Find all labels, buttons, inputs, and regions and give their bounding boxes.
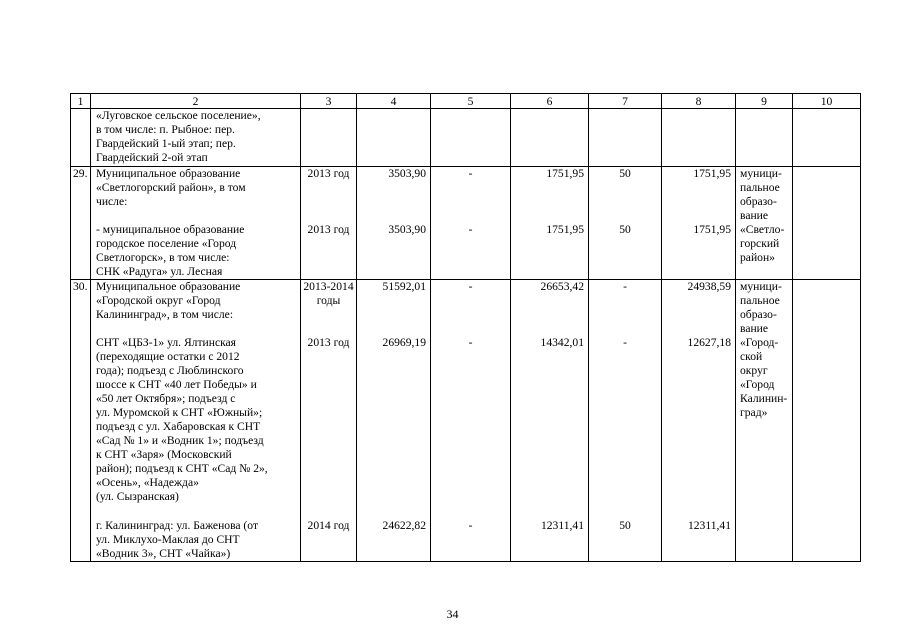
col5-value: - bbox=[468, 519, 473, 532]
desc-line: Калининград», в том числе: bbox=[96, 308, 234, 321]
row-number: 29. bbox=[71, 167, 91, 280]
responsible-line: пальное bbox=[740, 294, 780, 307]
desc-line: Гвардейский 2-ой этап bbox=[96, 151, 208, 164]
desc-line: года); подъезд с Люблинского bbox=[96, 364, 244, 377]
num-cell bbox=[71, 109, 91, 167]
col6-value: 1751,95 bbox=[546, 223, 584, 236]
empty-cell bbox=[793, 109, 861, 167]
col5-value: - bbox=[468, 223, 473, 236]
header-cell: 6 bbox=[511, 94, 589, 109]
desc-line: Муниципальное образование bbox=[96, 167, 241, 180]
col7-value: 50 bbox=[619, 223, 631, 236]
col8-value: 1751,95 bbox=[693, 167, 731, 180]
desc-line: городское поселение «Город bbox=[96, 237, 237, 250]
desc-line: (переходящие остатки с 2012 bbox=[96, 350, 240, 363]
data-table bbox=[70, 93, 861, 562]
total-value: 24622,82 bbox=[382, 519, 426, 532]
responsible-line: ской bbox=[740, 350, 763, 363]
desc-cell bbox=[91, 280, 301, 562]
year-value: годы bbox=[316, 294, 341, 307]
desc-line: «Сад № 1» и «Водник 1»; подъезд bbox=[96, 434, 264, 447]
desc-line: «Городской округ «Город bbox=[96, 294, 221, 307]
col7-value: - bbox=[623, 280, 627, 293]
col8-value: 12311,41 bbox=[687, 519, 731, 532]
responsible-line: вание bbox=[740, 209, 769, 222]
empty-cell bbox=[511, 109, 589, 167]
total-value: 3503,90 bbox=[388, 223, 426, 236]
header-cell: 8 bbox=[662, 94, 736, 109]
col6-value: 12311,41 bbox=[540, 519, 584, 532]
col5-cell bbox=[431, 280, 511, 562]
desc-line: «Луговское сельское поселение», bbox=[96, 109, 261, 122]
responsible-line: «Город bbox=[740, 378, 775, 391]
responsible-line: вание bbox=[740, 322, 769, 335]
col8-value: 12627,18 bbox=[687, 336, 731, 349]
empty-cell bbox=[793, 280, 861, 562]
desc-line: подъезд с ул. Хабаровская к СНТ bbox=[96, 420, 261, 433]
desc-line: «Осень», «Надежда» bbox=[96, 476, 199, 489]
desc-line: «50 лет Октября»; подъезд с bbox=[96, 392, 236, 405]
col5-value: - bbox=[468, 280, 473, 293]
desc-line: ул. Муромской к СНТ «Южный»; bbox=[96, 406, 263, 419]
desc-line: числе: bbox=[96, 195, 128, 208]
page-number: 34 bbox=[446, 607, 459, 621]
responsible-line: образо- bbox=[740, 195, 777, 208]
total-cell bbox=[357, 167, 431, 280]
col6-value: 14342,01 bbox=[540, 336, 584, 349]
header-cell: 7 bbox=[589, 94, 662, 109]
year-value: 2013 год bbox=[307, 336, 350, 349]
year-value: 2014 год bbox=[307, 519, 350, 532]
col7-cell bbox=[589, 280, 662, 562]
table-row-30 bbox=[71, 280, 861, 562]
total-value: 51592,01 bbox=[382, 280, 426, 293]
empty-cell bbox=[431, 109, 511, 167]
col8-value: 24938,59 bbox=[687, 280, 731, 293]
col5-value: - bbox=[468, 336, 473, 349]
col8-cell bbox=[662, 167, 736, 280]
year-value: 2013-2014 bbox=[303, 280, 354, 293]
header-cell: 4 bbox=[357, 94, 431, 109]
col7-cell bbox=[589, 167, 662, 280]
desc-line: «Светлогорский район», в том bbox=[96, 181, 246, 194]
responsible-line: район» bbox=[740, 251, 775, 264]
responsible-line: округ bbox=[740, 364, 768, 377]
desc-line: СНК «Радуга» ул. Лесная bbox=[96, 265, 223, 278]
desc-line: к СНТ «Заря» (Московский bbox=[96, 448, 232, 461]
total-cell bbox=[357, 280, 431, 562]
responsible-line: Калинин- bbox=[740, 392, 788, 405]
responsible-cell bbox=[736, 167, 793, 280]
desc-cell bbox=[91, 109, 301, 167]
header-cell: 1 bbox=[71, 94, 91, 109]
header-cell: 2 bbox=[91, 94, 301, 109]
row-number: 30. bbox=[71, 280, 91, 562]
responsible-line: образо- bbox=[740, 308, 777, 321]
desc-line: шоссе к СНТ «40 лет Победы» и bbox=[96, 378, 257, 391]
col6-cell bbox=[511, 280, 589, 562]
col8-cell bbox=[662, 280, 736, 562]
empty-cell bbox=[301, 109, 357, 167]
empty-cell bbox=[357, 109, 431, 167]
responsible-cell bbox=[736, 280, 793, 562]
responsible-line: горский bbox=[740, 237, 780, 250]
col7-value: 50 bbox=[619, 167, 631, 180]
desc-line: Гвардейский 1-ый этап; пер. bbox=[96, 137, 236, 150]
desc-cell bbox=[91, 167, 301, 280]
responsible-line: град» bbox=[740, 406, 768, 419]
year-cell bbox=[301, 167, 357, 280]
empty-cell bbox=[736, 109, 793, 167]
col7-value: - bbox=[623, 336, 627, 349]
responsible-line: муници- bbox=[740, 167, 782, 180]
col6-cell bbox=[511, 167, 589, 280]
col6-value: 1751,95 bbox=[546, 167, 584, 180]
year-cell bbox=[301, 280, 357, 562]
empty-cell bbox=[589, 109, 662, 167]
header-row bbox=[71, 94, 861, 109]
header-cell: 9 bbox=[736, 94, 793, 109]
col6-value: 26653,42 bbox=[540, 280, 584, 293]
col5-cell bbox=[431, 167, 511, 280]
col5-value: - bbox=[468, 167, 473, 180]
spacer bbox=[96, 209, 297, 223]
desc-line: «Водник 3», СНТ «Чайка») bbox=[96, 547, 231, 560]
header-cell: 5 bbox=[431, 94, 511, 109]
year-value: 2013 год bbox=[307, 223, 350, 236]
header-cell: 3 bbox=[301, 94, 357, 109]
responsible-line: муници- bbox=[740, 280, 782, 293]
desc-line: г. Калининград: ул. Баженова (от bbox=[96, 519, 259, 532]
desc-line: Светлогорск», в том числе: bbox=[96, 251, 230, 264]
table-row-29 bbox=[71, 167, 861, 280]
desc-line: Муниципальное образование bbox=[96, 280, 241, 293]
responsible-line: пальное bbox=[740, 181, 780, 194]
table-row-continued bbox=[71, 109, 861, 167]
desc-line: - муниципальное образование bbox=[96, 223, 245, 236]
responsible-line: «Светло- bbox=[740, 223, 785, 236]
desc-line: в том числе: п. Рыбное: пер. bbox=[96, 123, 235, 136]
empty-cell bbox=[793, 167, 861, 280]
desc-line: район); подъезд к СНТ «Сад № 2», bbox=[96, 462, 268, 475]
desc-line: (ул. Сызранская) bbox=[96, 490, 179, 503]
responsible-line: «Город- bbox=[740, 336, 779, 349]
desc-line: СНТ «ЦБЗ-1» ул. Ялтинская bbox=[96, 336, 237, 349]
total-value: 3503,90 bbox=[388, 167, 426, 180]
empty-cell bbox=[662, 109, 736, 167]
header-cell: 10 bbox=[793, 94, 861, 109]
col7-value: 50 bbox=[619, 519, 631, 532]
total-value: 26969,19 bbox=[382, 336, 426, 349]
col8-value: 1751,95 bbox=[693, 223, 731, 236]
desc-line: ул. Миклухо-Маклая до СНТ bbox=[96, 533, 240, 546]
year-value: 2013 год bbox=[307, 167, 350, 180]
